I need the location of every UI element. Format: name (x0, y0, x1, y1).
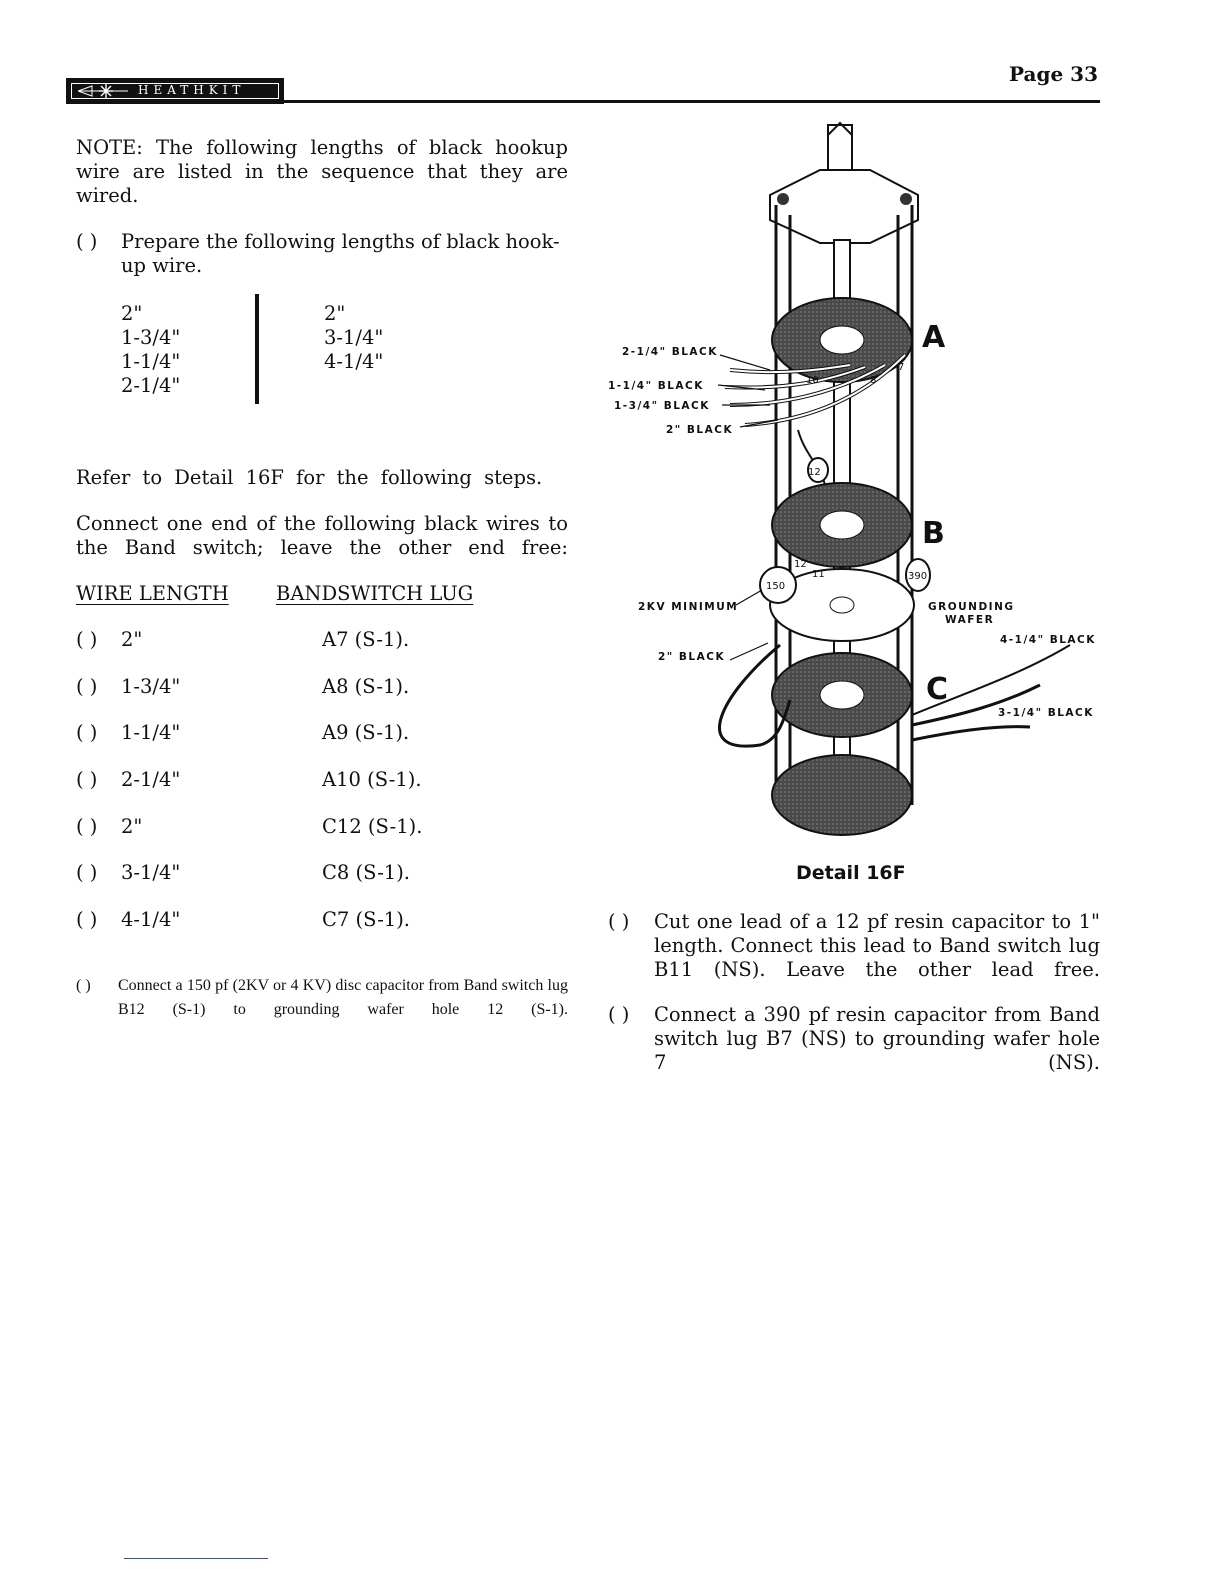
row-length: 1-1/4" (121, 721, 181, 744)
label-1-3-4-black: 1-3/4" BLACK (614, 400, 710, 412)
row-length: 1-3/4" (121, 675, 181, 698)
lengths-col-2 (324, 302, 383, 374)
mounting-bracket (770, 170, 918, 243)
prepare-step-text: Prepare the following lengths of black hook-up wire. (121, 230, 560, 277)
step-1-text: Cut one lead of a 12 pf resin capacitor to 1" length. Connect this lead to Band switch lug B11 (NS). Leave the other lead free. (654, 910, 1100, 981)
wafer-label-b: B (922, 516, 945, 551)
row-length: 2" (121, 628, 143, 651)
footer-line (124, 1558, 268, 1559)
bottom-wafer (772, 755, 912, 835)
capacitor-step-check[interactable]: ( ) (76, 977, 91, 994)
step-2-text: Connect a 390 pf resin capacitor from Band switch lug B7 (NS) to grounding wafer hole 7 (NS). (654, 1003, 1100, 1074)
cap-390-label: 390 (908, 571, 928, 582)
note-paragraph: NOTE: The following lengths of black hookup wire are listed in the sequence that they are wired. (76, 136, 568, 207)
figure-caption: Detail 16F (796, 862, 906, 884)
row-length: 2-1/4" (121, 768, 181, 791)
header-rule (66, 100, 1100, 103)
row-check[interactable]: ( ) (76, 908, 98, 931)
row-lug: A10 (S-1). (322, 768, 422, 791)
label-3-1-4-black: 3-1/4" BLACK (998, 707, 1094, 719)
starburst-icon (78, 83, 128, 99)
cap-12-label: 12 (808, 467, 821, 478)
capacitor-step-text: Connect a 150 pf (2KV or 4 KV) disc capacitor from Band switch lug B12 (S-1) to grounding wafer hole 12 (S-1). (118, 977, 568, 1018)
length-item: 2" (121, 302, 143, 325)
bandswitch-diagram (600, 115, 1110, 845)
row-check[interactable]: ( ) (76, 768, 98, 791)
page-number: Page 33 (1009, 62, 1098, 86)
row-length: 3-1/4" (121, 861, 181, 884)
row-check[interactable]: ( ) (76, 721, 98, 744)
label-1-1-4-black: 1-1/4" BLACK (608, 380, 704, 392)
label-2in-black-lower: 2" BLACK (658, 651, 726, 663)
length-item: 3-1/4" (324, 326, 384, 349)
row-check[interactable]: ( ) (76, 861, 98, 884)
length-item: 4-1/4" (324, 350, 384, 373)
header-wire-length: WIRE LENGTH (76, 582, 229, 605)
row-lug: A7 (S-1). (322, 628, 410, 651)
prepare-checkbox[interactable]: ( ) (76, 230, 98, 253)
length-item: 2" (324, 302, 346, 325)
row-lug: C8 (S-1). (322, 861, 411, 884)
label-4-1-4-black: 4-1/4" BLACK (1000, 634, 1096, 646)
row-lug: C7 (S-1). (322, 908, 411, 931)
refer-line: Refer to Detail 16F for the following steps. (76, 466, 543, 489)
lengths-col-1 (121, 302, 180, 398)
label-wafer: WAFER (945, 614, 995, 626)
row-check[interactable]: ( ) (76, 675, 98, 698)
step-1-check[interactable]: ( ) (608, 910, 630, 933)
row-lug: A9 (S-1). (322, 721, 410, 744)
row-check[interactable]: ( ) (76, 628, 98, 651)
wafer-label-c: C (926, 672, 949, 707)
lug-10-label: 10 (806, 375, 819, 386)
lug-8-label: 8 (870, 375, 877, 386)
lug-11-label: 11 (812, 569, 825, 580)
row-lug: C12 (S-1). (322, 815, 423, 838)
header-bandswitch-lug: BANDSWITCH LUG (276, 582, 474, 605)
length-item: 1-3/4" (121, 326, 181, 349)
step-2-check[interactable]: ( ) (608, 1003, 630, 1026)
row-lug: A8 (S-1). (322, 675, 410, 698)
row-length: 4-1/4" (121, 908, 181, 931)
label-grounding: GROUNDING (928, 601, 1015, 613)
brand-name: HEATHKIT (138, 83, 246, 97)
label-2kv-minimum: 2KV MINIMUM (638, 601, 739, 613)
wafer-label-a: A (922, 320, 946, 355)
row-check[interactable]: ( ) (76, 815, 98, 838)
length-item: 1-1/4" (121, 350, 181, 373)
row-length: 2" (121, 815, 143, 838)
cap-150-label: 150 (766, 581, 786, 592)
length-item: 2-1/4" (121, 374, 181, 397)
lug-12-label: 12 (794, 559, 807, 570)
label-2in-black-top: 2" BLACK (666, 424, 734, 436)
lengths-divider (255, 294, 259, 404)
connect-intro: Connect one end of the following black wires to the Band switch; leave the other end free: (76, 512, 568, 559)
wire-4-1-4 (912, 727, 1030, 740)
lug-7-label: 7 (898, 362, 905, 373)
label-2-1-4-black: 2-1/4" BLACK (622, 346, 718, 358)
